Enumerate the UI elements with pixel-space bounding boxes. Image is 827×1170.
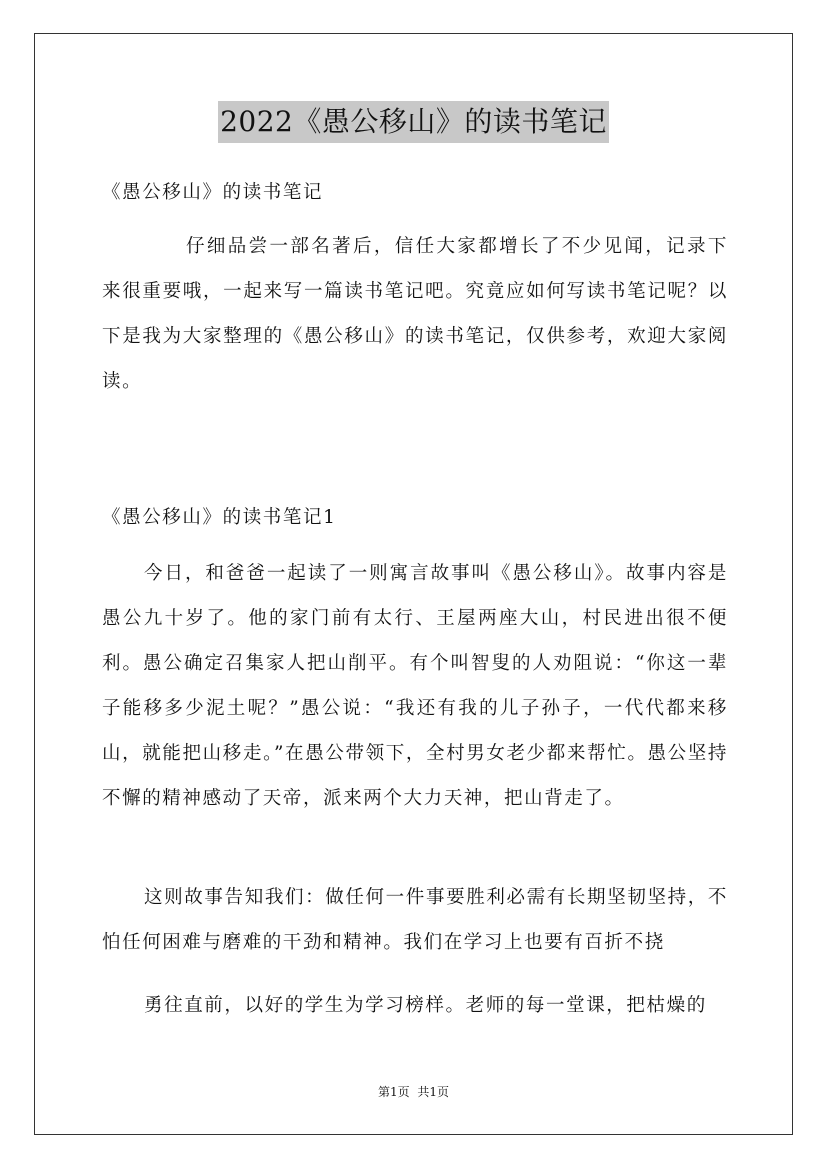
- page-number: 第1页: [377, 1085, 410, 1099]
- intro-paragraph: 仔细品尝一部名著后，信任大家都增长了不少见闻，记录下来很重要哦，一起来写一篇读书笔记吧。究竟应如何写读书笔记呢？以下是我为大家整理的《愚公移山》的读书笔记，仅供参考，欢迎大家阅读。: [102, 236, 728, 392]
- section1-paragraph-1: 今日，和爸爸一起读了一则寓言故事叫《愚公移山》。故事内容是愚公九十岁了。他的家门前有太行、王屋两座大山，村民进出很不便利。愚公确定召集家人把山削平。有个叫智叟的人劝阻说：“你这一辈子能移多少泥土呢？”愚公说：“我还有我的儿子孙子，一代代都来移山，就能把山移走。”在愚公带领下，全村男女老少都来帮忙。愚公坚持不懈的精神感动了天帝，派来两个大力天神，把山背走了。: [102, 563, 728, 809]
- section1-paragraph-2: 这则故事告知我们：做任何一件事要胜利必需有长期坚韧坚持，不怕任何困难与磨难的干劲和精神。我们在学习上也要有百折不挠: [102, 887, 728, 953]
- section-heading-1: 《愚公移山》的读书笔记1: [102, 507, 337, 528]
- section1-paragraph-3: 勇往直前，以好的学生为学习榜样。老师的每一堂课，把枯燥的: [144, 995, 707, 1016]
- document-title: [0, 101, 827, 143]
- intro-heading: 《愚公移山》的读书笔记: [102, 182, 324, 203]
- page-footer: [0, 1084, 827, 1100]
- page-total: 共1页: [417, 1085, 450, 1099]
- document-title-text: 2022《愚公移山》的读书笔记: [218, 101, 609, 143]
